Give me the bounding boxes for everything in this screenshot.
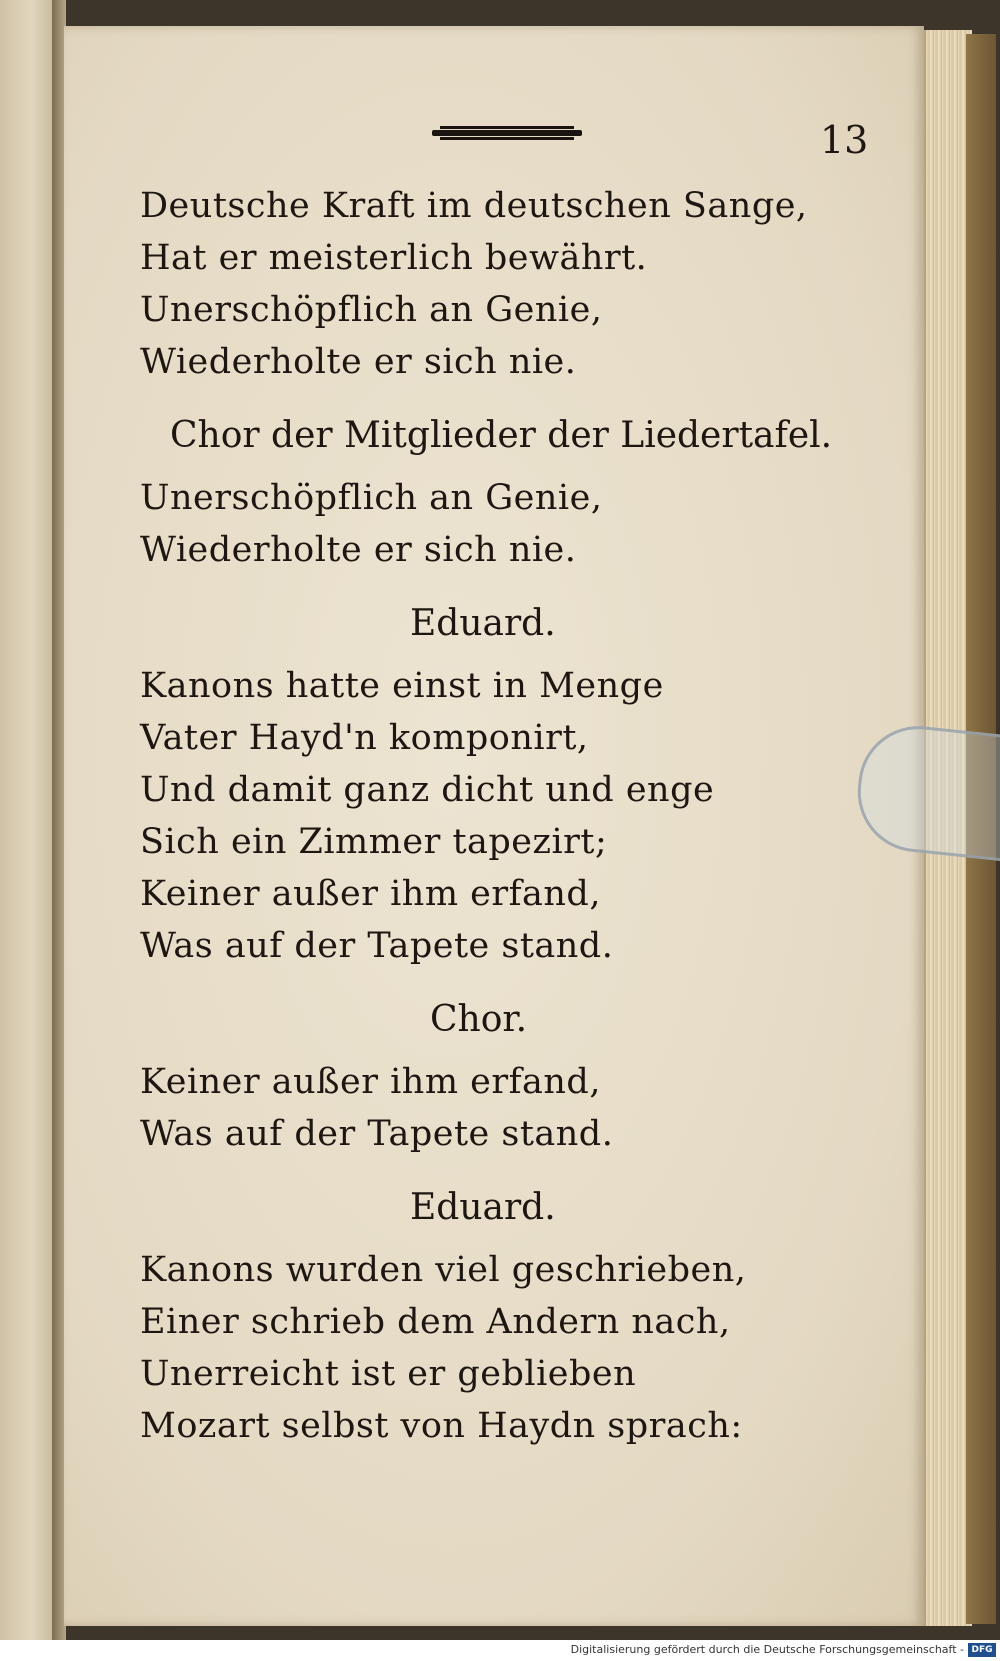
poem-line: Vater Hayd'n komponirt, [140,718,589,758]
poem-line: Unerschöpflich an Genie, [140,478,603,518]
poem-line: Hat er meisterlich bewährt. [140,238,648,278]
poem-line: Wiederholte er sich nie. [140,530,577,570]
digitization-credit: Digitalisierung gefördert durch die Deutsche Forschungsgemeinschaft - [570,1643,964,1656]
left-page-edge [0,0,55,1640]
horizontal-rule-ornament [432,126,582,140]
poem-line: Was auf der Tapete stand. [140,926,614,966]
book-page [64,26,924,1626]
section-heading: Eduard. [410,1187,556,1228]
section-heading: Eduard. [410,603,556,644]
page-number: 13 [820,118,869,162]
poem-line: Keiner außer ihm erfand, [140,874,601,914]
poem-line: Unerreicht ist er geblieben [140,1354,637,1394]
section-heading: Chor der Mitglieder der Liedertafel. [170,415,833,456]
poem-line: Und damit ganz dicht und enge [140,770,715,810]
section-heading: Chor. [430,999,528,1040]
poem-line: Kanons hatte einst in Menge [140,666,664,706]
dfg-logo: DFG [968,1643,996,1657]
poem-line: Unerschöpflich an Genie, [140,290,603,330]
poem-line: Keiner außer ihm erfand, [140,1062,601,1102]
poem-line: Mozart selbst von Haydn sprach: [140,1406,743,1446]
poem-line: Deutsche Kraft im deutschen Sange, [140,186,808,226]
poem-line: Kanons wurden viel geschrieben, [140,1250,747,1290]
poem-line: Wiederholte er sich nie. [140,342,577,382]
poem-line: Was auf der Tapete stand. [140,1114,614,1154]
poem-line: Einer schrieb dem Andern nach, [140,1302,731,1342]
poem-line: Sich ein Zimmer tapezirt; [140,822,608,862]
